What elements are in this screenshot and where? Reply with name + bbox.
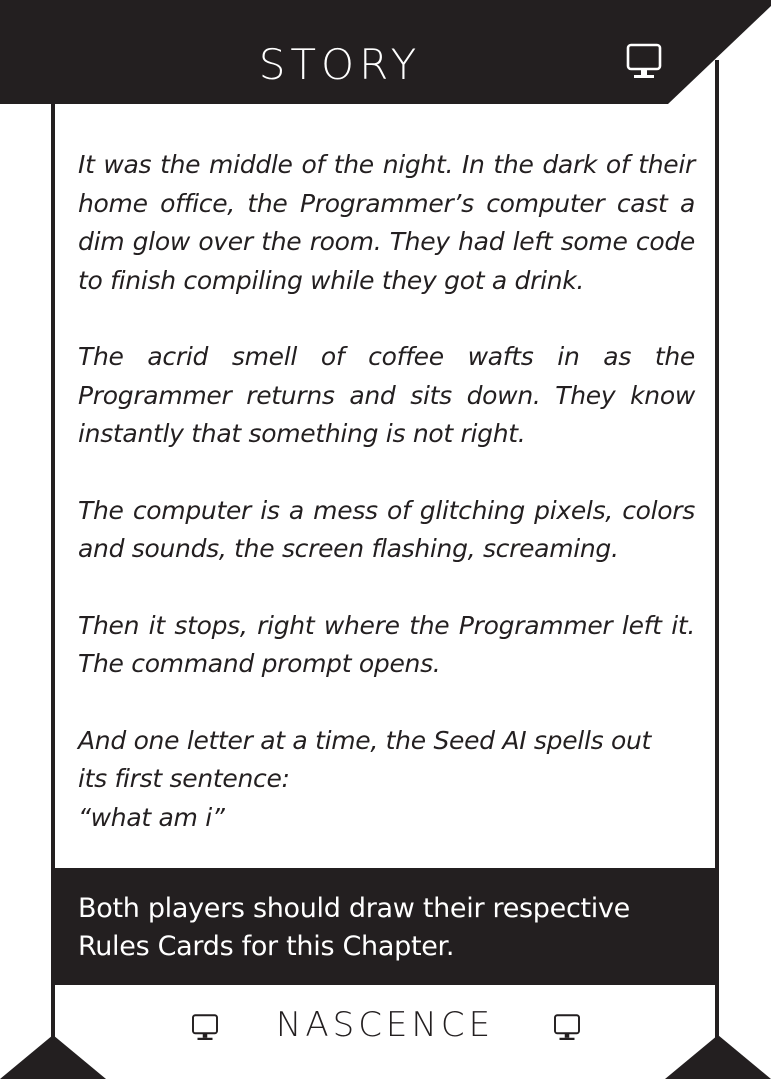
computer-icon: [624, 42, 664, 82]
story-line: And one letter at a time, the Seed AI spells out: [78, 725, 652, 755]
chapter-name: NASCENCE: [275, 1005, 495, 1045]
rules-instruction: Both players should draw their respective Rules Cards for this Chapter.: [78, 893, 630, 962]
story-paragraph-final: [78, 722, 695, 838]
story-text: [78, 146, 695, 837]
story-paragraph: The acrid smell of coffee wafts in as the Programmer returns and sits down. They know instantly that something is not right.: [78, 342, 695, 448]
ai-sentence-quote: “what am i”: [78, 802, 225, 832]
corner-bottom-left: [0, 1035, 106, 1079]
story-paragraph: Then it stops, right where the Programmer left it. The command prompt opens.: [78, 610, 695, 678]
corner-bottom-right: [665, 1035, 771, 1079]
card-title: STORY: [258, 39, 422, 89]
computer-icon: [552, 1013, 582, 1043]
story-line: its first sentence:: [78, 764, 290, 793]
story-paragraph: It was the middle of the night. In the dark of their home office, the Programmer’s computer cast a dim glow over the room. They had left some code to finish compiling while they got a drink.: [78, 150, 695, 295]
computer-icon: [190, 1013, 220, 1043]
story-paragraph: The computer is a mess of glitching pixels, colors and sounds, the screen flashing, screaming.: [78, 495, 695, 563]
